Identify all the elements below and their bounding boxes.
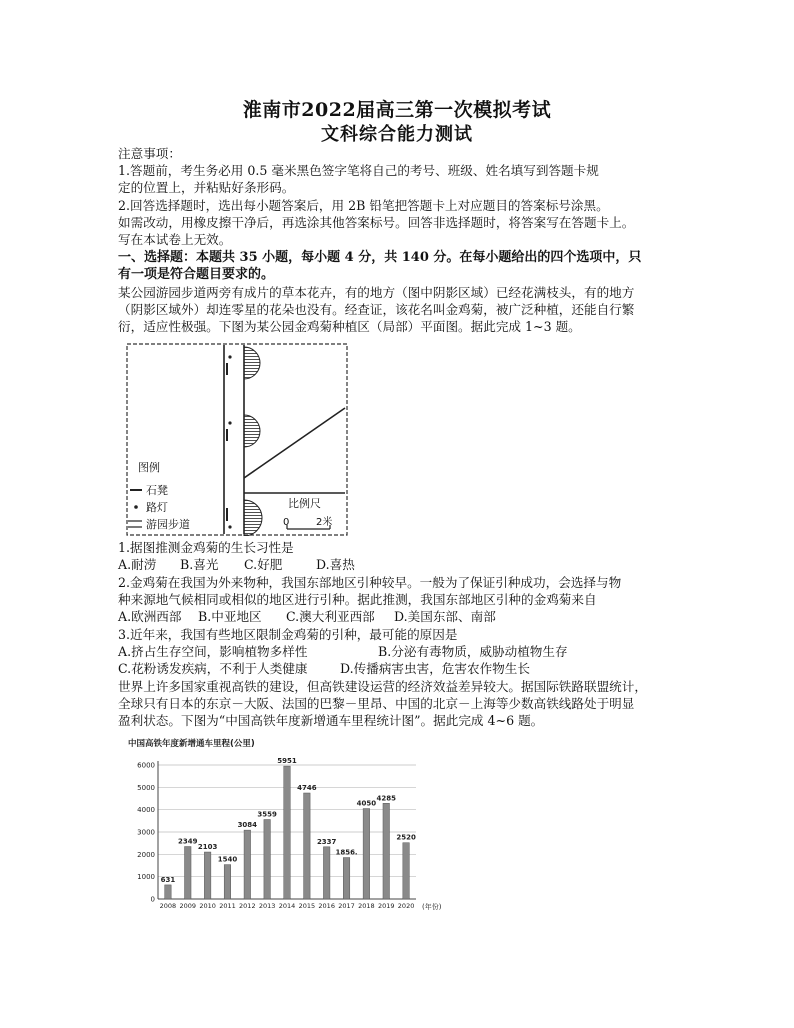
- bar-value-label: 1540: [217, 855, 238, 864]
- y-tick-label: 0: [150, 895, 155, 904]
- x-tick-label: 2013: [258, 902, 276, 910]
- notice-item2-line2: 如需改动，用橡皮擦干净后，再选涂其他答案标号。回答非选择题时，将答案写在答题卡上。: [118, 215, 635, 230]
- legend-bench-label: 石凳: [146, 484, 168, 497]
- bar-value-label: 3084: [237, 821, 258, 830]
- q2-stem-line2: 种来源地气候相同或相似的地区进行引种。据此推测，我国东部地区引种的金鸡菊来自: [118, 592, 597, 607]
- chart-title: 中国高铁年度新增通车里程(公里): [128, 739, 255, 749]
- x-tick-label: 2011: [219, 902, 236, 910]
- x-tick-label: 2009: [179, 902, 197, 910]
- q3-option-a: A.挤占生存空间，影响植物多样性: [118, 644, 308, 659]
- section1-line2: 有一项是符合题目要求的。: [118, 267, 275, 282]
- branch-path-upper: [244, 408, 345, 478]
- hsr-mileage-chart: [126, 737, 446, 915]
- bar-2019: [383, 803, 390, 899]
- bar-2020: [403, 843, 410, 899]
- x-tick-label: 2014: [278, 902, 296, 910]
- x-tick-label: 2015: [298, 902, 316, 910]
- bar-value-label: 1856.: [335, 848, 358, 857]
- bar-value-label: 4050: [356, 799, 377, 808]
- q3-option-b: B.分泌有毒物质，威胁动植物生存: [378, 644, 568, 659]
- section1-line1: 一、选择题：本题共 35 小题，每小题 4 分，共 140 分。在每小题给出的四个选项中，只: [118, 250, 642, 265]
- q1-options: [118, 556, 355, 573]
- passage1-line2: （阴影区域外）却连零星的花朵也没有。经查证，该花名叫金鸡菊，被广泛种植，还能自行繁: [118, 302, 635, 317]
- notice-item1-line1: 1.答题前，考生务必用 0.5 毫米黑色签字笔将自己的考号、班级、姓名填写到答题卡规: [118, 163, 599, 178]
- lamp-3: [228, 525, 231, 528]
- passage2-line2: 全球只有日本的东京－大阪、法国的巴黎－里昂、中国的北京－上海等少数高铁线路处于明显: [118, 696, 635, 711]
- passage2-line1: 世界上许多国家重视高铁的建设，但高铁建设运营的经济效益差异较大。据国际铁路联盟统计，: [118, 679, 647, 694]
- q1-option-c: C.好肥: [244, 557, 283, 572]
- bar-2009: [185, 847, 192, 899]
- q2-option-c: C.澳大利亚西部: [286, 609, 375, 624]
- q3-option-c: C.花粉诱发疾病，不利于人类健康: [118, 661, 308, 676]
- bar-2013: [264, 820, 271, 899]
- x-tick-label: 2019: [377, 902, 395, 910]
- x-tick-label: 2018: [358, 902, 375, 910]
- flower-zone-3: [244, 500, 262, 536]
- q2-option-d: D.美国东部、南部: [394, 609, 496, 624]
- x-tick-label: 2020: [397, 902, 415, 910]
- q1-option-d: D.喜热: [316, 557, 355, 572]
- park-plan-figure: [126, 343, 348, 536]
- y-tick-label: 3000: [137, 828, 155, 837]
- bar-2015: [304, 793, 311, 899]
- q1-option-b: B.喜光: [180, 557, 219, 572]
- q1-stem: 1.据图推测金鸡菊的生长习性是: [118, 540, 294, 555]
- passage2-line3: 盈利状态。下图为“中国高铁年度新增通车里程统计图”。据此完成 4~6 题。: [118, 713, 544, 728]
- bar-value-label: 631: [160, 875, 176, 884]
- q3-stem: 3.近年来，我国有些地区限制金鸡菊的引种，最可能的原因是: [118, 627, 458, 642]
- passage1-line1: 某公园游园步道两旁有成片的草本花卉，有的地方（图中阴影区域）已经花满枝头，有的地方: [118, 285, 635, 300]
- bar-value-label: 3559: [257, 810, 277, 819]
- y-tick-label: 1000: [137, 873, 155, 882]
- bar-value-label: 2349: [178, 837, 198, 846]
- q3-options-row2: [118, 660, 530, 677]
- q2-option-a: A.欧洲西部: [118, 609, 182, 624]
- bar-2012: [244, 830, 251, 899]
- x-tick-label: 2012: [239, 902, 256, 910]
- bar-2010: [204, 852, 211, 899]
- scale-title: 比例尺: [288, 497, 321, 510]
- y-tick-label: 5000: [137, 783, 155, 792]
- chart-xlabel: (年份): [422, 903, 442, 911]
- q2-stem-line1: 2.金鸡菊在我国为外来物种，我国东部地区引种较早。一般为了保证引种成功，会选择与物: [118, 575, 622, 590]
- y-tick-label: 6000: [137, 761, 155, 770]
- bar-value-label: 5951: [277, 757, 297, 766]
- bar-value-label: 2337: [316, 837, 337, 846]
- bar-2018: [363, 809, 370, 899]
- q2-options: [118, 608, 496, 625]
- legend-lamp-symbol: [134, 505, 138, 509]
- legend-title: 图例: [138, 461, 160, 474]
- y-tick-label: 2000: [137, 850, 155, 859]
- bar-value-label: 2520: [396, 833, 416, 842]
- legend-lamp-label: 路灯: [146, 501, 168, 514]
- scale-zero-label: 0: [283, 517, 290, 528]
- bar-value-label: 4285: [376, 794, 396, 803]
- bar-value-label: 2103: [197, 843, 218, 852]
- bar-2016: [323, 847, 330, 899]
- lamp-1: [228, 355, 231, 358]
- y-tick-label: 4000: [137, 806, 155, 815]
- flower-zone-1: [244, 347, 260, 379]
- x-tick-label: 2016: [318, 902, 335, 910]
- lamp-2: [228, 421, 231, 424]
- q1-option-a: A.耐涝: [118, 557, 157, 572]
- notice-heading: 注意事项：: [118, 146, 181, 161]
- q3-option-d: D.传播病害虫害，危害农作物生长: [340, 661, 530, 676]
- scale-max-label: 2米: [316, 517, 333, 528]
- q3-options-row1: [118, 643, 568, 660]
- bar-2011: [224, 865, 231, 899]
- legend-path-label: 游园步道: [146, 518, 190, 531]
- page-subtitle: 文科综合能力测试: [321, 124, 473, 145]
- bar-2017: [343, 858, 350, 899]
- notice-item2-line1: 2.回答选择题时，选出每小题答案后，用 2B 铅笔把答题卡上对应题目的答案标号涂黑。: [118, 198, 609, 213]
- x-tick-label: 2010: [199, 902, 216, 910]
- flower-zone-2: [244, 415, 260, 447]
- q2-option-b: B.中亚地区: [198, 609, 262, 624]
- page-title: 淮南市2022届高三第一次模拟考试: [242, 99, 552, 121]
- bar-2014: [284, 766, 291, 899]
- notice-item1-line2: 定的位置上，并粘贴好条形码。: [118, 180, 295, 195]
- bar-value-label: 4746: [297, 784, 317, 793]
- x-tick-label: 2017: [338, 902, 355, 910]
- x-tick-label: 2008: [159, 902, 177, 910]
- notice-item2-line3: 写在本试卷上无效。: [118, 232, 232, 247]
- passage1-line3: 衍，适应性极强。下图为某公园金鸡菊种植区（局部）平面图。据此完成 1~3 题。: [118, 319, 581, 334]
- bar-2008: [165, 885, 172, 899]
